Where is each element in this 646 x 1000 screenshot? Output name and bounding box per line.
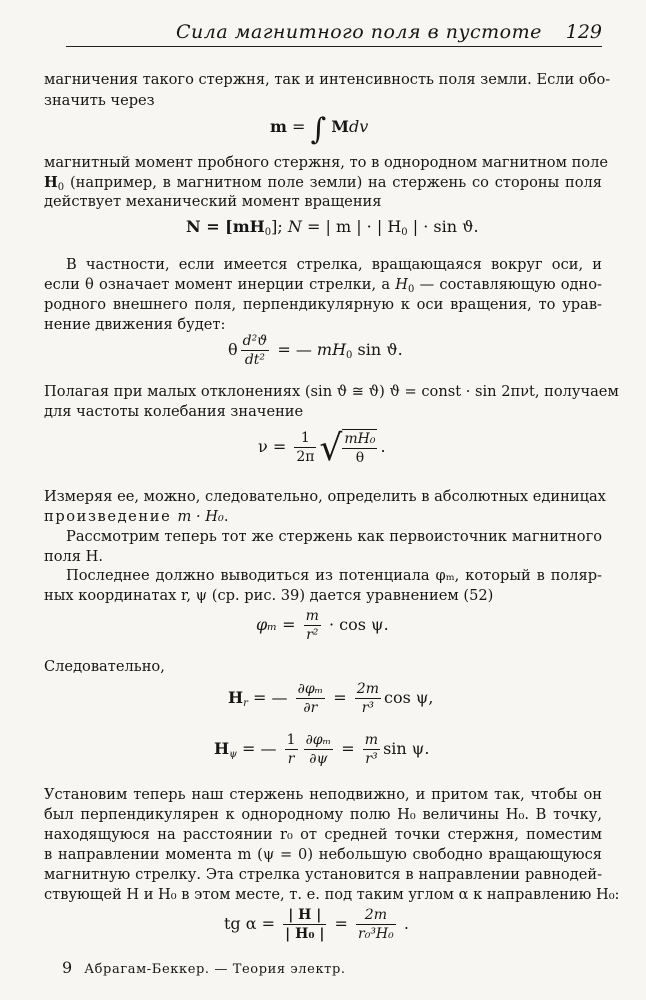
formula-tangent: tg α = $\frac{| H |}{\text{| H₀ |}}$ = $\frac{2m}{\text{r₀³H₀}}$ . (224, 907, 409, 942)
text-line: был перпендикулярен к однородному полю H₀ величины H₀. В точку, (44, 806, 602, 823)
text-line: произведение m · H₀. (44, 508, 229, 525)
formula-moment: m = ∫ Mdv (270, 112, 369, 147)
page-number: 129 (565, 21, 602, 43)
text-line: находящуюся на расстоянии r₀ от средней точки стержня, поместим (44, 826, 602, 843)
text-line: магнитную стрелку. Эта стрелка установится в направлении равнодей- (44, 866, 602, 883)
formula-Hpsi: $H_\psi$ = — $\frac{1}{r}$ $\frac{\text{∂φₘ}}{\partial\psi}$ = $\frac{m}{\text{r³}}$ sin ψ. (214, 732, 430, 767)
text-line: значить через (44, 92, 155, 109)
sheet-signature: 9 (62, 958, 73, 977)
text-line: для частоты колебания значение (44, 403, 304, 420)
text-line: действует механический момент вращения (44, 193, 382, 210)
text-line: Измеряя ее, можно, следовательно, определить в абсолютных единицах (44, 488, 606, 505)
text-line: в направлении момента m (ψ = 0) небольшую свободно вращающуюся (44, 846, 602, 863)
text-line: Полагая при малых отклонениях (sin ϑ ≅ ϑ) ϑ = const · sin 2πνt, получаем (44, 383, 619, 400)
text-line: ных координатах r, ψ (ср. рис. 39) дается уравнением (52) (44, 587, 494, 604)
footer-signature (62, 958, 346, 977)
running-header (66, 18, 602, 48)
formula-potential: φₘ = $\frac{m}{\text{r²}}$ · cos ψ. (256, 608, 389, 643)
text-line: ствующей H и H₀ в этом месте, т. е. под таким углом α к направлению H₀: (44, 886, 620, 903)
header-rule (66, 46, 602, 47)
header-title: Сила магнитного поля в пустоте (176, 21, 542, 43)
formula-frequency: ν = $\frac{1}{2\pi}$ √ $\frac{\text{mH₀}}{\theta}$ . (258, 428, 386, 469)
text-line: В частности, если имеется стрелка, вращающаяся вокруг оси, и (66, 256, 602, 273)
text-line: родного внешнего поля, перпендикулярную к оси вращения, то урав- (44, 296, 602, 313)
text-line: нение движения будет: (44, 316, 226, 333)
formula-torque: $N = [mH_0]$; N = | m | · | $H_0$ | · sin ϑ. (186, 217, 479, 238)
text-line: магнитный момент пробного стержня, то в однородном магнитном поле (44, 154, 608, 171)
footer-text: Абрагам-Беккер. — Теория электр. (84, 962, 346, 977)
text-line: если θ означает момент инерции стрелки, а $H_0$ — составляющую одно- (44, 276, 602, 295)
text-line: магничения такого стержня, так и интенсивность поля земли. Если обо- (44, 71, 611, 88)
formula-Hr: $H_r$ = — $\frac{\text{∂φₘ}}{\partial r}$ = $\frac{2m}{\text{r³}}$ cos ψ, (228, 681, 434, 716)
text-line: Следовательно, (44, 658, 165, 675)
text-line: Последнее должно выводиться из потенциала φₘ, который в поляр- (66, 567, 602, 584)
text-line: Рассмотрим теперь тот же стержень как первоисточник магнитного (66, 528, 602, 545)
formula-motion: θ $\frac{\text{d²ϑ}}{\text{dt²}}$ = — $mH_0$ sin ϑ. (228, 333, 403, 368)
text-line: поля H. (44, 548, 103, 565)
text-line: Установим теперь наш стержень неподвижно, и притом так, чтобы он (44, 786, 602, 803)
text-line: $H_0$ (например, в магнитном поле земли) на стержень со стороны поля (44, 174, 602, 193)
